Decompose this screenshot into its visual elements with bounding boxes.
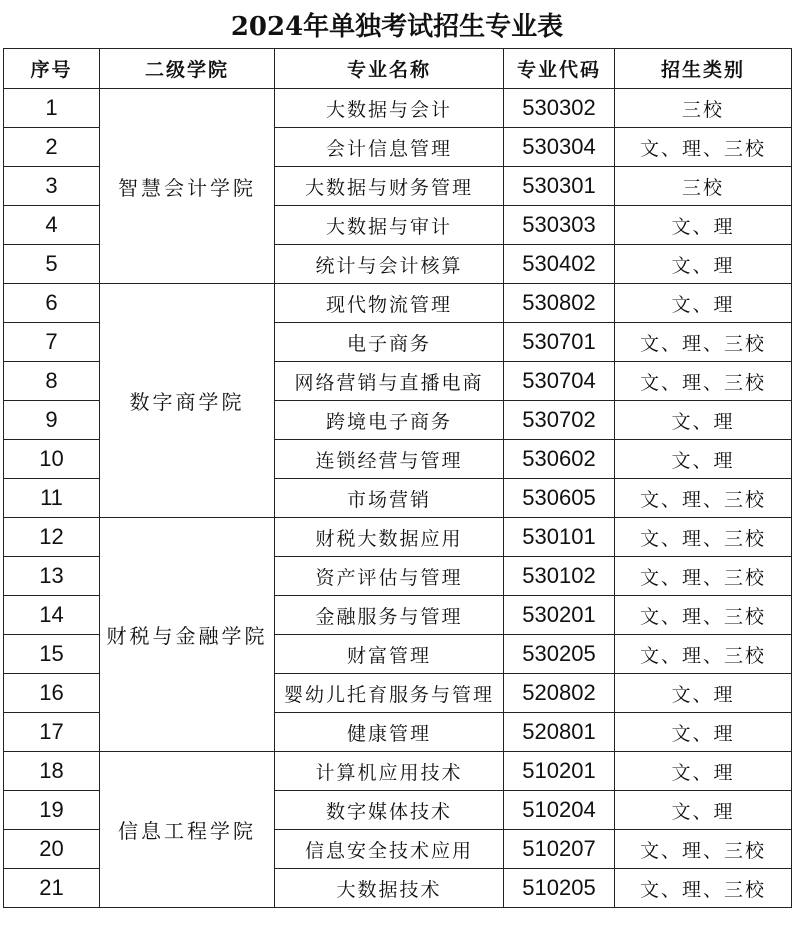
row-number: 19 <box>4 791 100 830</box>
major-code: 510207 <box>504 830 615 869</box>
major-code: 530704 <box>504 362 615 401</box>
major-name: 大数据与审计 <box>275 206 504 245</box>
enrollment-category: 文、理、三校 <box>615 596 792 635</box>
major-code: 520801 <box>504 713 615 752</box>
table-row <box>4 284 792 323</box>
row-number: 9 <box>4 401 100 440</box>
major-name: 市场营销 <box>275 479 504 518</box>
row-number: 15 <box>4 635 100 674</box>
header-category: 招生类别 <box>615 49 792 89</box>
college-name: 智慧会计学院 <box>100 89 275 284</box>
row-number: 5 <box>4 245 100 284</box>
major-code: 530102 <box>504 557 615 596</box>
major-code: 510204 <box>504 791 615 830</box>
major-code: 530602 <box>504 440 615 479</box>
major-code: 530303 <box>504 206 615 245</box>
major-name: 数字媒体技术 <box>275 791 504 830</box>
major-name: 健康管理 <box>275 713 504 752</box>
major-name: 信息安全技术应用 <box>275 830 504 869</box>
row-number: 1 <box>4 89 100 128</box>
row-number: 12 <box>4 518 100 557</box>
header-major: 专业名称 <box>275 49 504 89</box>
enrollment-category: 文、理 <box>615 284 792 323</box>
major-code: 520802 <box>504 674 615 713</box>
row-number: 20 <box>4 830 100 869</box>
major-code: 530201 <box>504 596 615 635</box>
major-code: 530802 <box>504 284 615 323</box>
major-name: 会计信息管理 <box>275 128 504 167</box>
enrollment-category: 文、理 <box>615 245 792 284</box>
row-number: 11 <box>4 479 100 518</box>
major-code: 530702 <box>504 401 615 440</box>
row-number: 13 <box>4 557 100 596</box>
enrollment-category: 文、理、三校 <box>615 635 792 674</box>
row-number: 18 <box>4 752 100 791</box>
major-code: 530402 <box>504 245 615 284</box>
major-name: 大数据与会计 <box>275 89 504 128</box>
row-number: 21 <box>4 869 100 908</box>
table-row <box>4 518 792 557</box>
table-row <box>4 89 792 128</box>
header-college: 二级学院 <box>100 49 275 89</box>
college-name: 数字商学院 <box>100 284 275 518</box>
major-name: 现代物流管理 <box>275 284 504 323</box>
enrollment-category: 文、理、三校 <box>615 557 792 596</box>
page-title: 2024年单独考试招生专业表 <box>230 11 564 42</box>
enrollment-category: 文、理、三校 <box>615 518 792 557</box>
major-name: 跨境电子商务 <box>275 401 504 440</box>
major-name: 连锁经营与管理 <box>275 440 504 479</box>
major-code: 530101 <box>504 518 615 557</box>
table-body <box>4 89 792 908</box>
major-code: 530205 <box>504 635 615 674</box>
row-number: 6 <box>4 284 100 323</box>
row-number: 3 <box>4 167 100 206</box>
major-code: 530301 <box>504 167 615 206</box>
enrollment-category: 文、理、三校 <box>615 128 792 167</box>
header-row <box>4 49 792 89</box>
enrollment-category: 三校 <box>615 167 792 206</box>
table-row <box>4 752 792 791</box>
row-number: 2 <box>4 128 100 167</box>
enrollment-category: 文、理 <box>615 401 792 440</box>
enrollment-category: 文、理 <box>615 674 792 713</box>
major-code: 510205 <box>504 869 615 908</box>
enrollment-category: 文、理、三校 <box>615 830 792 869</box>
major-name: 大数据技术 <box>275 869 504 908</box>
row-number: 7 <box>4 323 100 362</box>
major-name: 财税大数据应用 <box>275 518 504 557</box>
header-code: 专业代码 <box>504 49 615 89</box>
enrollment-category: 文、理、三校 <box>615 362 792 401</box>
college-name: 信息工程学院 <box>100 752 275 908</box>
major-name: 计算机应用技术 <box>275 752 504 791</box>
enrollment-category: 文、理、三校 <box>615 323 792 362</box>
enrollment-category: 文、理 <box>615 440 792 479</box>
major-code: 530701 <box>504 323 615 362</box>
major-code: 530302 <box>504 89 615 128</box>
major-name: 大数据与财务管理 <box>275 167 504 206</box>
major-code: 510201 <box>504 752 615 791</box>
enrollment-category: 文、理、三校 <box>615 869 792 908</box>
majors-table <box>3 48 792 908</box>
enrollment-category: 文、理 <box>615 791 792 830</box>
college-name: 财税与金融学院 <box>100 518 275 752</box>
major-code: 530605 <box>504 479 615 518</box>
row-number: 14 <box>4 596 100 635</box>
enrollment-category: 三校 <box>615 89 792 128</box>
major-name: 金融服务与管理 <box>275 596 504 635</box>
row-number: 8 <box>4 362 100 401</box>
major-name: 资产评估与管理 <box>275 557 504 596</box>
row-number: 17 <box>4 713 100 752</box>
major-name: 网络营销与直播电商 <box>275 362 504 401</box>
major-name: 电子商务 <box>275 323 504 362</box>
enrollment-category: 文、理 <box>615 752 792 791</box>
row-number: 4 <box>4 206 100 245</box>
major-name: 婴幼儿托育服务与管理 <box>275 674 504 713</box>
row-number: 16 <box>4 674 100 713</box>
row-number: 10 <box>4 440 100 479</box>
major-code: 530304 <box>504 128 615 167</box>
enrollment-category: 文、理 <box>615 206 792 245</box>
major-name: 统计与会计核算 <box>275 245 504 284</box>
enrollment-category: 文、理 <box>615 713 792 752</box>
enrollment-category: 文、理、三校 <box>615 479 792 518</box>
major-name: 财富管理 <box>275 635 504 674</box>
header-no: 序号 <box>4 49 100 89</box>
